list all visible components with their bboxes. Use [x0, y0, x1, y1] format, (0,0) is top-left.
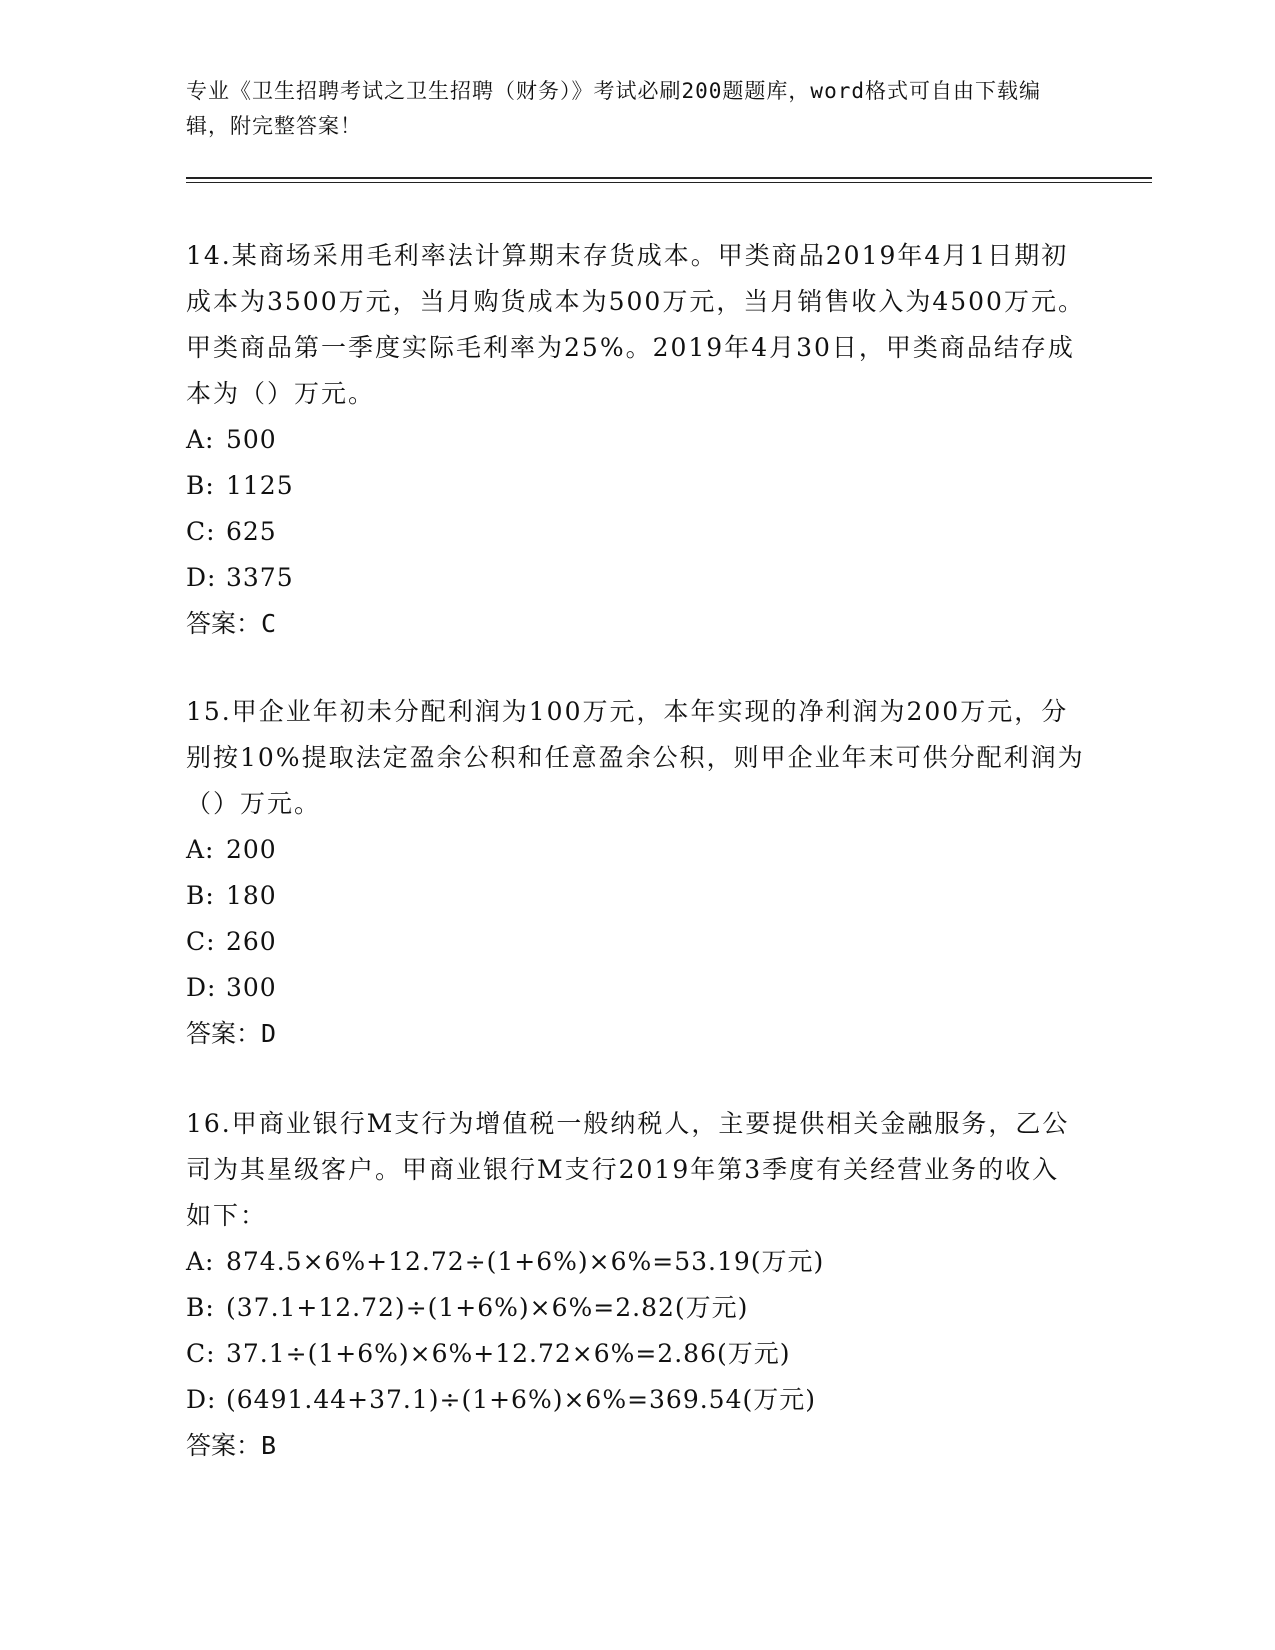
option-text: (37.1+12.72)÷(1+6%)×6%=2.82(万元) — [226, 1293, 749, 1322]
option-c — [186, 919, 1086, 965]
option-text: (6491.44+37.1)÷(1+6%)×6%=369.54(万元) — [226, 1385, 817, 1414]
option-letter: D: — [186, 1385, 217, 1414]
header-divider-thick — [186, 177, 1152, 179]
question-stem: 14.某商场采用毛利率法计算期末存货成本。甲类商品2019年4月1日期初成本为3500万元，当月购货成本为500万元，当月销售收入为4500万元。甲类商品第一季度实际毛利率为25%。2019年4月30日，甲类商品结存成本为（）万元。 — [186, 241, 1085, 408]
question-stem: 16.甲商业银行M支行为增值税一般纳税人，主要提供相关金融服务，乙公司为其星级客户。甲商业银行M支行2019年第3季度有关经营业务的收入如下： — [186, 1109, 1070, 1230]
answer-label: 答案： — [186, 1019, 262, 1048]
option-letter: B: — [186, 471, 215, 500]
answer-line — [186, 1423, 1086, 1469]
option-text: 260 — [226, 927, 277, 956]
answer-line — [186, 601, 1086, 647]
option-b — [186, 463, 1086, 509]
option-letter: C: — [186, 927, 216, 956]
option-d — [186, 1377, 1086, 1423]
answer-value: C — [261, 609, 277, 638]
option-text: 200 — [226, 835, 277, 864]
option-letter: B: — [186, 881, 215, 910]
option-b — [186, 1285, 1086, 1331]
option-text: 3375 — [226, 563, 294, 592]
option-letter: B: — [186, 1293, 215, 1322]
answer-value: B — [261, 1431, 277, 1460]
option-b — [186, 873, 1086, 919]
option-letter: D: — [186, 563, 217, 592]
answer-value: D — [261, 1019, 277, 1048]
option-letter: A: — [186, 835, 215, 864]
option-d — [186, 965, 1086, 1011]
header-title: 专业《卫生招聘考试之卫生招聘（财务）》考试必刷200题题库，word格式可自由下载编辑，附完整答案！ — [186, 79, 1041, 138]
option-text: 300 — [226, 973, 277, 1002]
question-16 — [186, 1101, 1086, 1469]
option-a — [186, 417, 1086, 463]
question-stem: 15.甲企业年初未分配利润为100万元，本年实现的净利润为200万元，分别按10%提取法定盈余公积和任意盈余公积，则甲企业年末可供分配利润为（）万元。 — [186, 697, 1085, 818]
header-divider-thin — [186, 182, 1152, 183]
option-letter: A: — [186, 1247, 215, 1276]
answer-label: 答案： — [186, 1431, 262, 1460]
option-c — [186, 1331, 1086, 1377]
question-14 — [186, 233, 1086, 647]
option-letter: C: — [186, 1339, 216, 1368]
option-text: 500 — [226, 425, 277, 454]
option-letter: A: — [186, 425, 215, 454]
option-text: 1125 — [226, 471, 294, 500]
option-letter: D: — [186, 973, 217, 1002]
answer-line — [186, 1011, 1086, 1057]
document-header — [186, 74, 1066, 144]
option-a — [186, 1239, 1086, 1285]
question-15 — [186, 689, 1086, 1057]
answer-label: 答案： — [186, 609, 262, 638]
option-letter: C: — [186, 517, 216, 546]
option-d — [186, 555, 1086, 601]
option-c — [186, 509, 1086, 555]
option-text: 874.5×6%+12.72÷(1+6%)×6%=53.19(万元) — [226, 1247, 825, 1276]
option-a — [186, 827, 1086, 873]
option-text: 625 — [226, 517, 277, 546]
option-text: 37.1÷(1+6%)×6%+12.72×6%=2.86(万元) — [226, 1339, 791, 1368]
option-text: 180 — [226, 881, 277, 910]
